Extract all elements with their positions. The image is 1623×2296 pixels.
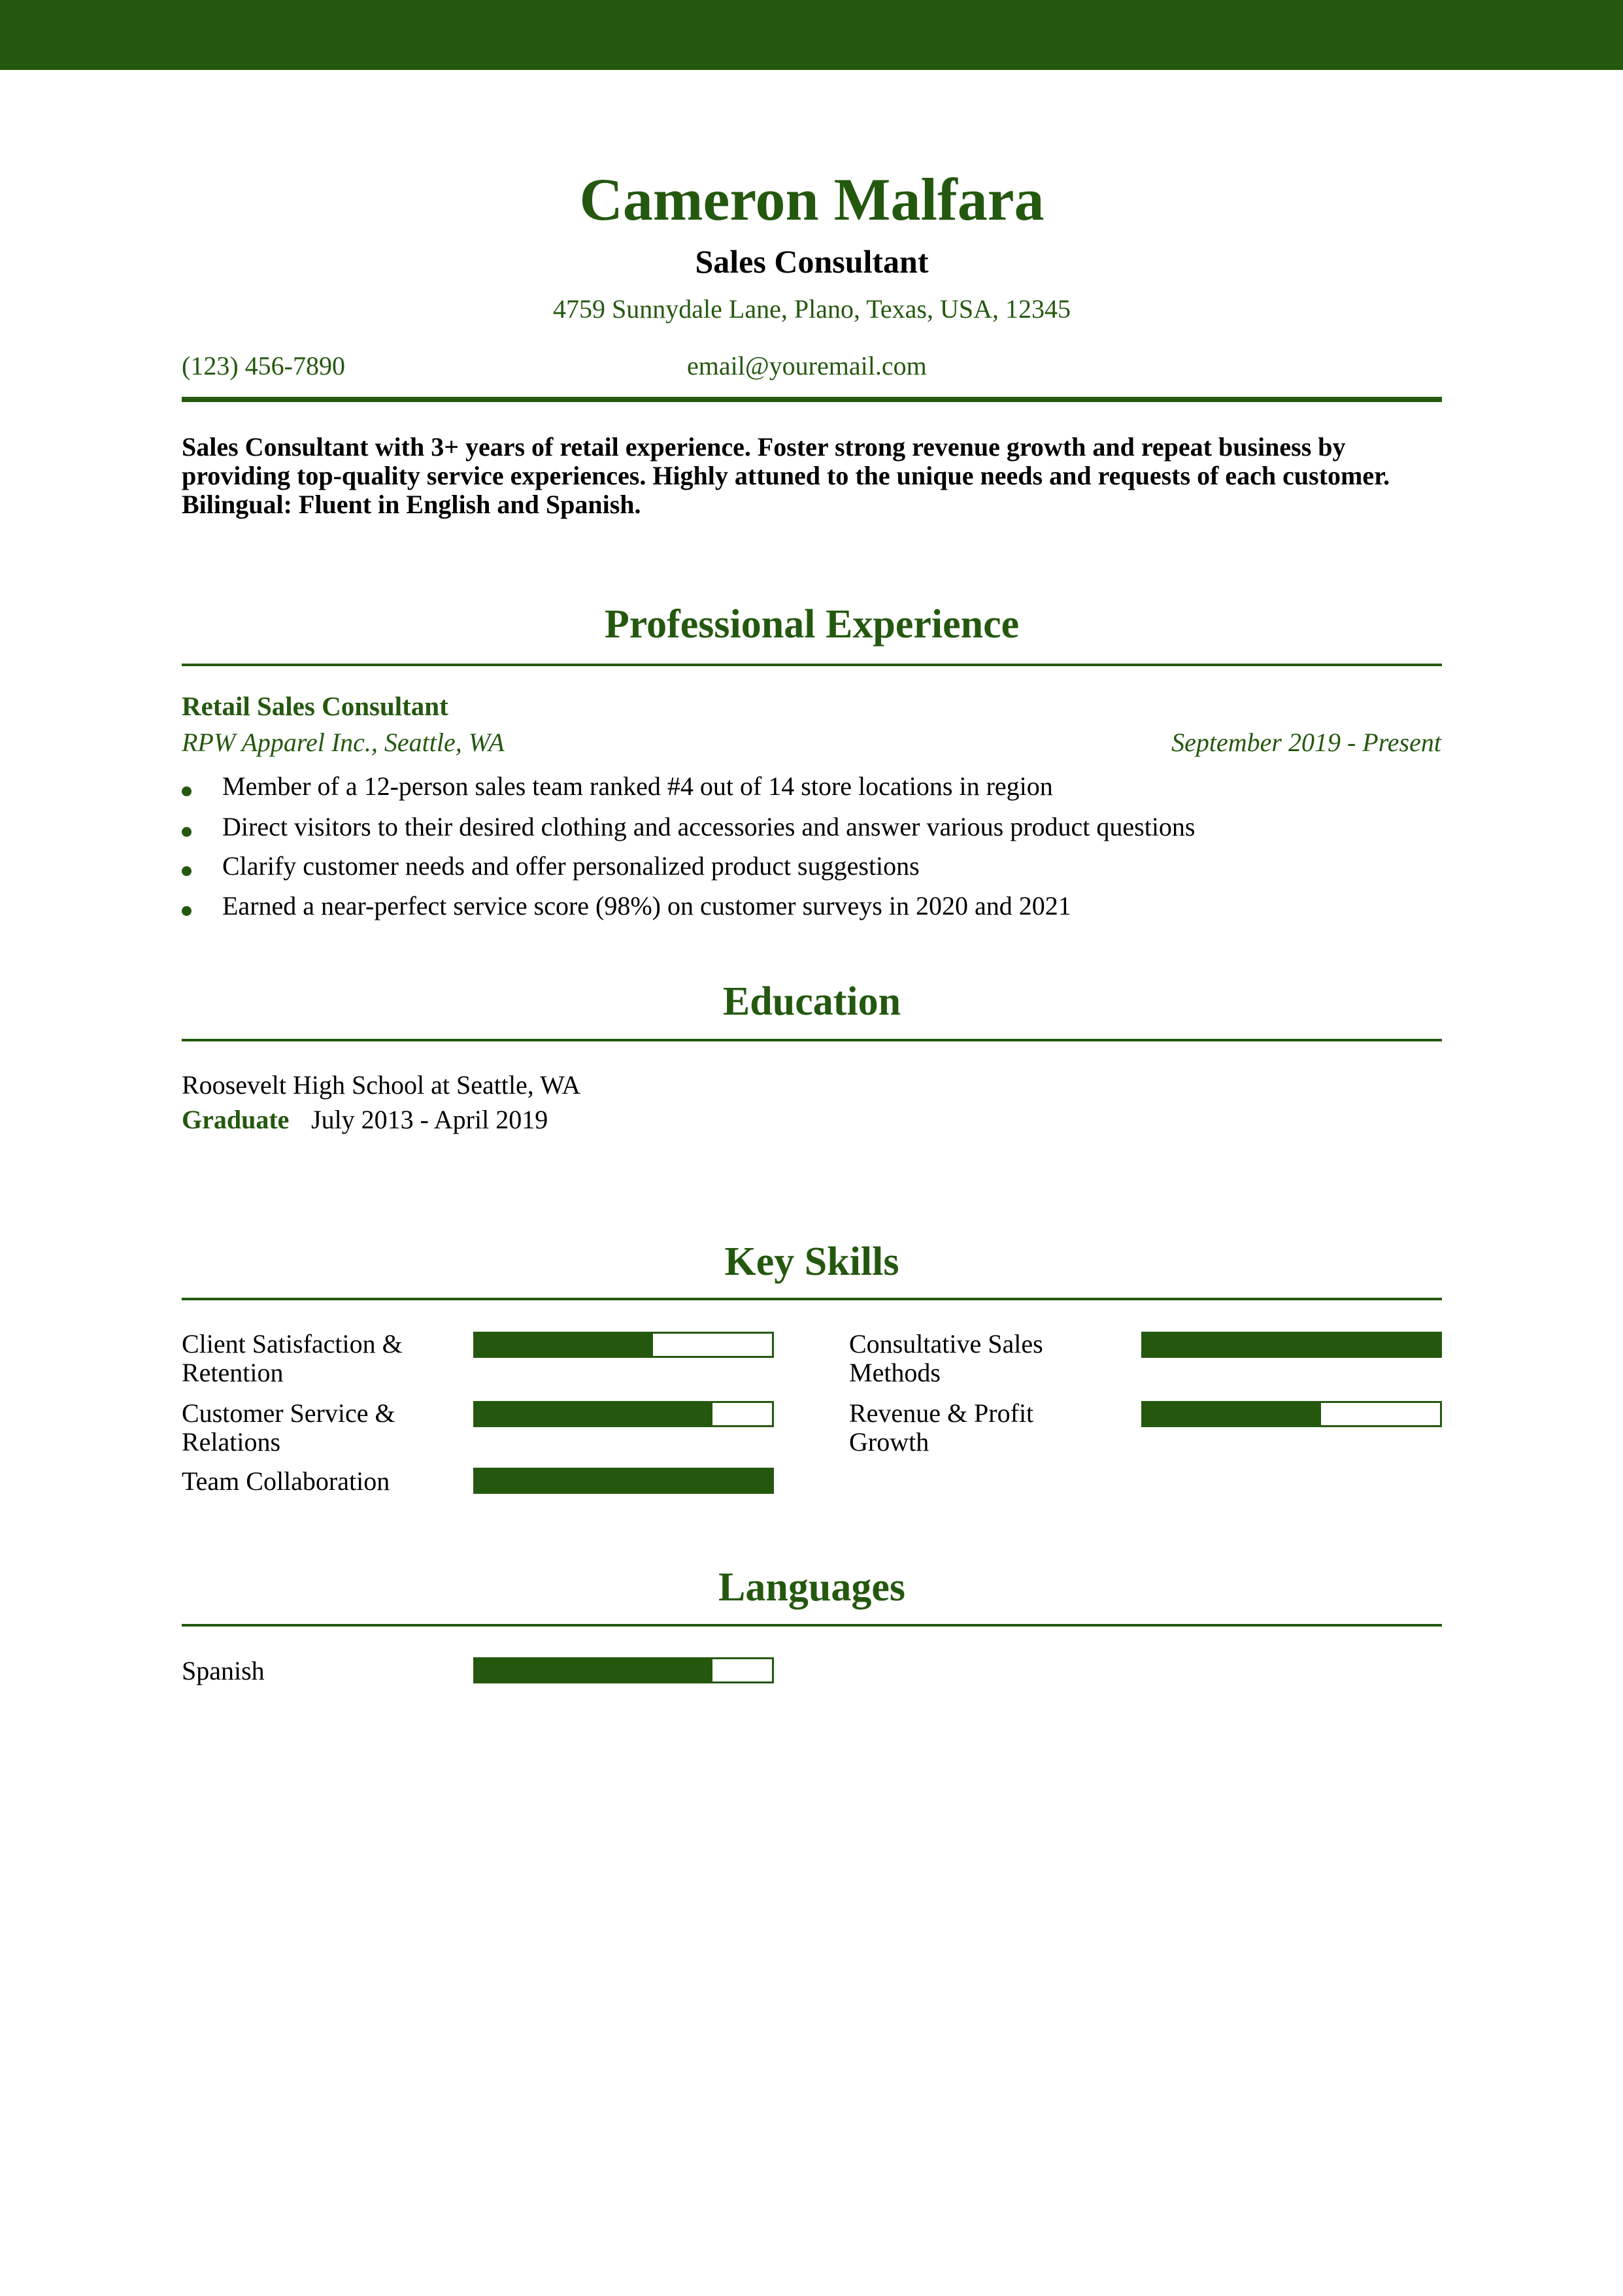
education-degree: Graduate <box>182 1105 290 1134</box>
section-divider <box>182 1298 1442 1300</box>
email-link[interactable]: email@youremail.com <box>687 351 927 380</box>
bullet-text: Direct visitors to their desired clothing and accessories and answer various product questions <box>222 812 1196 841</box>
job-company: RPW Apparel Inc., Seattle, WA <box>182 728 505 757</box>
skill-level-bar <box>1141 1332 1442 1358</box>
skill-label: Revenue & Profit Growth <box>849 1398 1034 1457</box>
skill-level-bar <box>473 1468 774 1494</box>
language-level-bar <box>473 1657 774 1683</box>
skill-level-fill <box>1143 1334 1440 1356</box>
bullet-icon <box>182 906 192 916</box>
bullet-text: Member of a 12-person sales team ranked #4 out of 14 store locations in region <box>222 771 1053 801</box>
summary: Sales Consultant with 3+ years of retail experience. Foster strong revenue growth and repeat business by providing top-quality service experiences. Highly attuned to the unique needs and requests of each customer. Bilingual: Fluent in English and Spanish. <box>182 432 1390 519</box>
section-title-experience: Professional Experience <box>604 602 1020 647</box>
header-divider <box>182 397 1442 402</box>
section-title-skills: Key Skills <box>724 1240 899 1284</box>
bullet-icon <box>182 866 192 876</box>
skill-label: Team Collaboration <box>182 1466 390 1496</box>
section-divider <box>182 1624 1442 1627</box>
bullet-text: Earned a near-perfect service score (98%) on customer surveys in 2020 and 2021 <box>222 891 1071 920</box>
phone: (123) 456-7890 <box>182 351 345 380</box>
education-school: Roosevelt High School at Seattle, WA <box>182 1070 581 1100</box>
skill-level-fill <box>475 1334 653 1356</box>
skill-level-bar <box>473 1401 774 1427</box>
candidate-name: Cameron Malfara <box>579 166 1045 233</box>
skill-level-bar <box>473 1332 774 1358</box>
skill-level-fill <box>1143 1403 1321 1425</box>
language-label: Spanish <box>182 1656 265 1685</box>
skill-level-fill <box>475 1403 712 1425</box>
skill-label: Consultative Sales Methods <box>849 1329 1043 1387</box>
job-dates: September 2019 - Present <box>1171 728 1441 757</box>
section-title-languages: Languages <box>718 1565 905 1610</box>
section-title-education: Education <box>722 979 901 1024</box>
bullet-text: Clarify customer needs and offer personalized product suggestions <box>222 851 920 881</box>
job-title: Retail Sales Consultant <box>182 691 448 721</box>
address: 4759 Sunnydale Lane, Plano, Texas, USA, 12345 <box>553 294 1071 324</box>
skill-level-bar <box>1141 1401 1442 1427</box>
bullet-icon <box>182 786 192 796</box>
section-divider <box>182 664 1442 666</box>
section-divider <box>182 1039 1442 1041</box>
skill-level-fill <box>475 1470 772 1492</box>
top-accent-bar <box>0 0 1623 70</box>
education-dates: July 2013 - April 2019 <box>311 1105 548 1134</box>
skill-label: Client Satisfaction & Retention <box>182 1329 403 1387</box>
language-level-fill <box>475 1659 712 1681</box>
job-title-heading: Sales Consultant <box>695 243 929 280</box>
bullet-icon <box>182 827 192 837</box>
skill-label: Customer Service & Relations <box>182 1398 395 1457</box>
